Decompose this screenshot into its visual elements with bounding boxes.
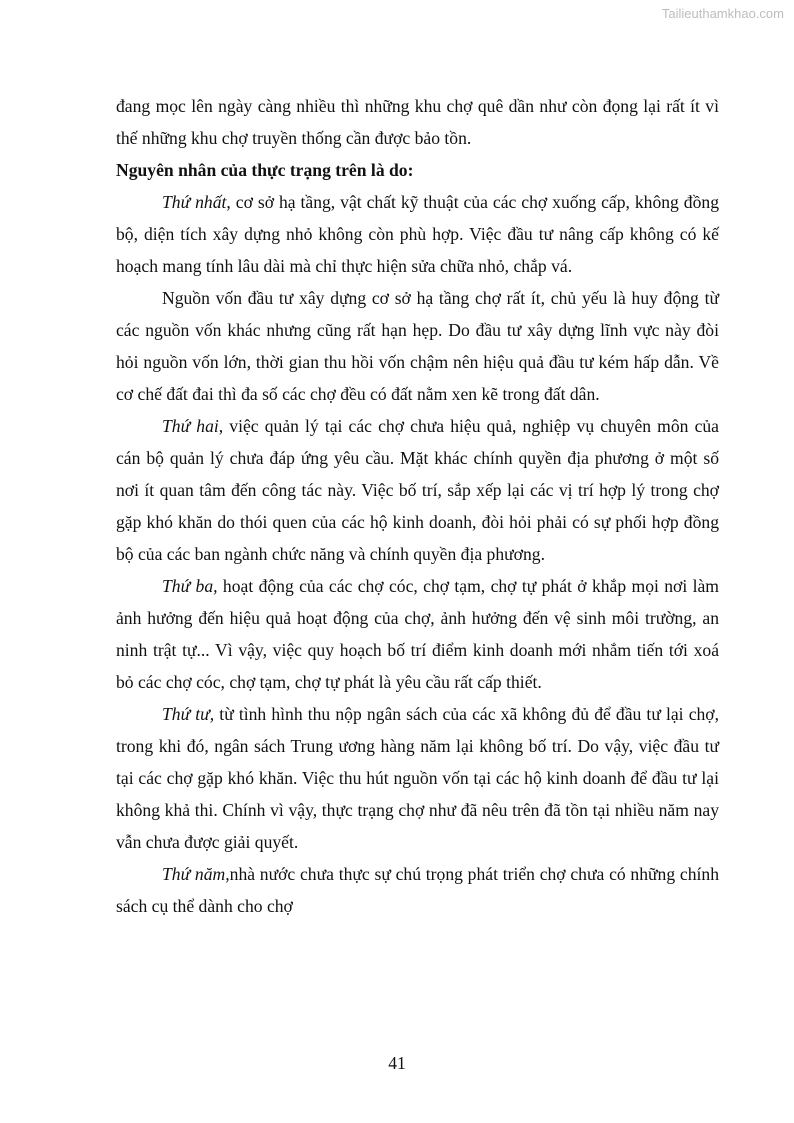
section-heading: Nguyên nhân của thực trạng trên là do: — [116, 160, 414, 180]
page-number: 41 — [388, 1053, 406, 1073]
paragraph-thu-nam — [116, 858, 719, 922]
paragraph-thu-tu — [116, 698, 719, 858]
paragraph-nguon-von — [116, 282, 719, 410]
paragraph-thu-ba — [116, 570, 719, 698]
paragraph-text: Nguồn vốn đầu tư xây dựng cơ sở hạ tầng chợ rất ít, chủ yếu là huy động từ các nguồn vốn khác nhưng cũng rất hạn hẹp. Do đầu tư xây dựng lĩnh vực này đòi hỏi nguồn vốn lớn, thời gian thu hồi vốn chậm nên hiệu quả đầu tư kém hấp dẫn. Về cơ chế đất đai thì đa số các chợ đều có đất nằm xen kẽ trong đất dân. — [116, 288, 719, 404]
watermark: Tailieuthamkhao.com — [661, 6, 784, 21]
paragraph-text: đang mọc lên ngày càng nhiều thì những khu chợ quê dần như còn đọng lại rất ít vì thế những khu chợ truyền thống cần được bảo tồn. — [116, 96, 719, 148]
paragraph-continuation — [116, 90, 719, 154]
paragraph-lead: Thứ nhất — [162, 192, 227, 212]
document-body — [116, 90, 719, 922]
paragraph-text: , cơ sở hạ tầng, vật chất kỹ thuật của các chợ xuống cấp, không đồng bộ, diện tích xây dựng nhỏ không còn phù hợp. Việc đầu tư nâng cấp không có kế hoạch mang tính lâu dài mà chỉ thực hiện sửa chữa nhỏ, chắp vá. — [116, 192, 719, 276]
paragraph-lead: Thứ ba, — [162, 576, 218, 596]
paragraph-lead: Thứ hai — [162, 416, 219, 436]
paragraph-lead: Thứ tư, — [162, 704, 215, 724]
paragraph-text: , việc quản lý tại các chợ chưa hiệu quả, nghiệp vụ chuyên môn của cán bộ quản lý chưa đáp ứng yêu cầu. Mặt khác chính quyền địa phương ở một số nơi ít quan tâm đến công tác này. Việc bố trí, sắp xếp lại các vị trí hợp lý trong chợ gặp khó khăn do thói quen của các hộ kinh doanh, đòi hỏi phải có sự phối hợp đồng bộ của các ban ngành chức năng và chính quyền địa phương. — [116, 416, 719, 564]
paragraph-text: từ tình hình thu nộp ngân sách của các xã không đủ để đầu tư lại chợ, trong khi đó, ngân sách Trung ương hàng năm lại không bố trí. Do vậy, việc đầu tư tại các chợ gặp khó khăn. Việc thu hút nguồn vốn tại các hộ kinh doanh để đầu tư lại không khả thi. Chính vì vậy, thực trạng chợ như đã nêu trên đã tồn tại nhiều năm nay vẫn chưa được giải quyết. — [116, 704, 719, 852]
paragraph-lead: Thứ năm, — [162, 864, 230, 884]
paragraph-text: nhà nước chưa thực sự chú trọng phát triển chợ chưa có những chính sách cụ thể dành cho chợ — [116, 864, 719, 916]
paragraph-thu-nhat — [116, 186, 719, 282]
paragraph-thu-hai — [116, 410, 719, 570]
paragraph-text: hoạt động của các chợ cóc, chợ tạm, chợ tự phát ở khắp mọi nơi làm ảnh hưởng đến hiệu quả hoạt động của chợ, ảnh hưởng đến vệ sinh môi trường, an ninh trật tự... Vì vậy, việc quy hoạch bố trí điểm kinh doanh mới nhắm tiến tới xoá bỏ các chợ cóc, chợ tạm, chợ tự phát là yêu cầu rất cấp thiết. — [116, 576, 719, 692]
